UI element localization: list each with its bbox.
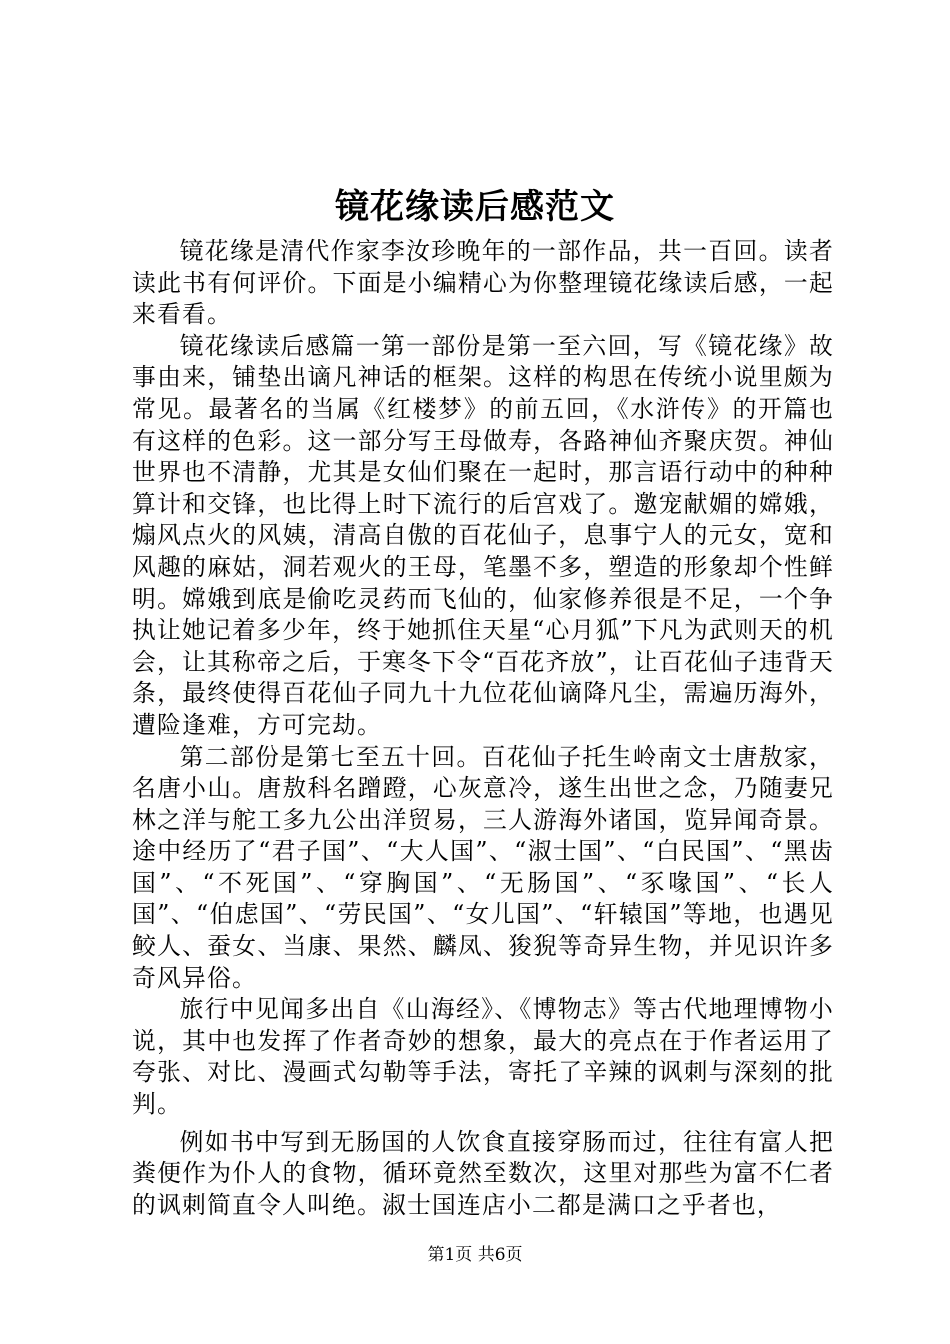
page-number-footer: 第1页 共6页 xyxy=(427,1245,523,1265)
paragraph-part-two: 第二部份是第七至五十回。百花仙子托生岭南文士唐敖家，名唐小山。唐敖科名蹭蹬，心灰意冷，遂生出世之念，乃随妻兄林之洋与舵工多九公出洋贸易，三人游海外诸国，览异闻奇景。途中经历了“君子国”、“大人国”、“淑士国”、“白民国”、“黑齿国”、“不死国”、“穿胸国”、“无肠国”、“豕喙国”、“长人国”、“伯虑国”、“劳民国”、“女儿国”、“轩辕国”等地，也遇见鲛人、蚕女、当康、果然、麟凤、狻猊等奇异生物，并见识许多奇风异俗。 xyxy=(132,742,834,992)
document-body xyxy=(132,236,834,1221)
paragraph-example: 例如书中写到无肠国的人饮食直接穿肠而过，往往有富人把粪便作为仆人的食物，循环竟然至数次，这里对那些为富不仁者的讽刺简直令人叫绝。淑士国连店小二都是满口之乎者也， xyxy=(132,1127,834,1219)
paragraph-intro: 镜花缘是清代作家李汝珍晚年的一部作品，共一百回。读者读此书有何评价。下面是小编精心为你整理镜花缘读后感，一起来看看。 xyxy=(132,237,834,329)
paragraph-part-one: 镜花缘读后感篇一第一部份是第一至六回，写《镜花缘》故事由来，铺垫出谪凡神话的框架。这样的构思在传统小说里颇为常见。最著名的当属《红楼梦》的前五回，《水浒传》的开篇也有这样的色彩。这一部分写王母做寿，各路神仙齐聚庆贺。神仙世界也不清静，尤其是女仙们聚在一起时，那言语行动中的种种算计和交锋，也比得上时下流行的后宫戏了。邀宠献媚的嫦娥，煽风点火的风姨，清高自傲的百花仙子，息事宁人的元女，宽和风趣的麻姑，洞若观火的王母，笔墨不多，塑造的形象却个性鲜明。嫦娥到底是偷吃灵药而飞仙的，仙家修养很是不足，一个争执让她记着多少年，终于她抓住天星“心月狐”下凡为武则天的机会，让其称帝之后，于寒冬下令“百花齐放”，让百花仙子违背天条，最终使得百花仙子同九十九位花仙谪降凡尘，需遍历海外，遭险逢难，方可完劫。 xyxy=(132,331,834,739)
document-title: 镜花缘读后感范文 xyxy=(335,187,615,227)
paragraph-travel: 旅行中见闻多出自《山海经》、《博物志》等古代地理博物小说，其中也发挥了作者奇妙的想象，最大的亮点在于作者运用了夸张、对比、漫画式勾勒等手法，寄托了辛辣的讽刺与深刻的批判。 xyxy=(132,995,834,1119)
